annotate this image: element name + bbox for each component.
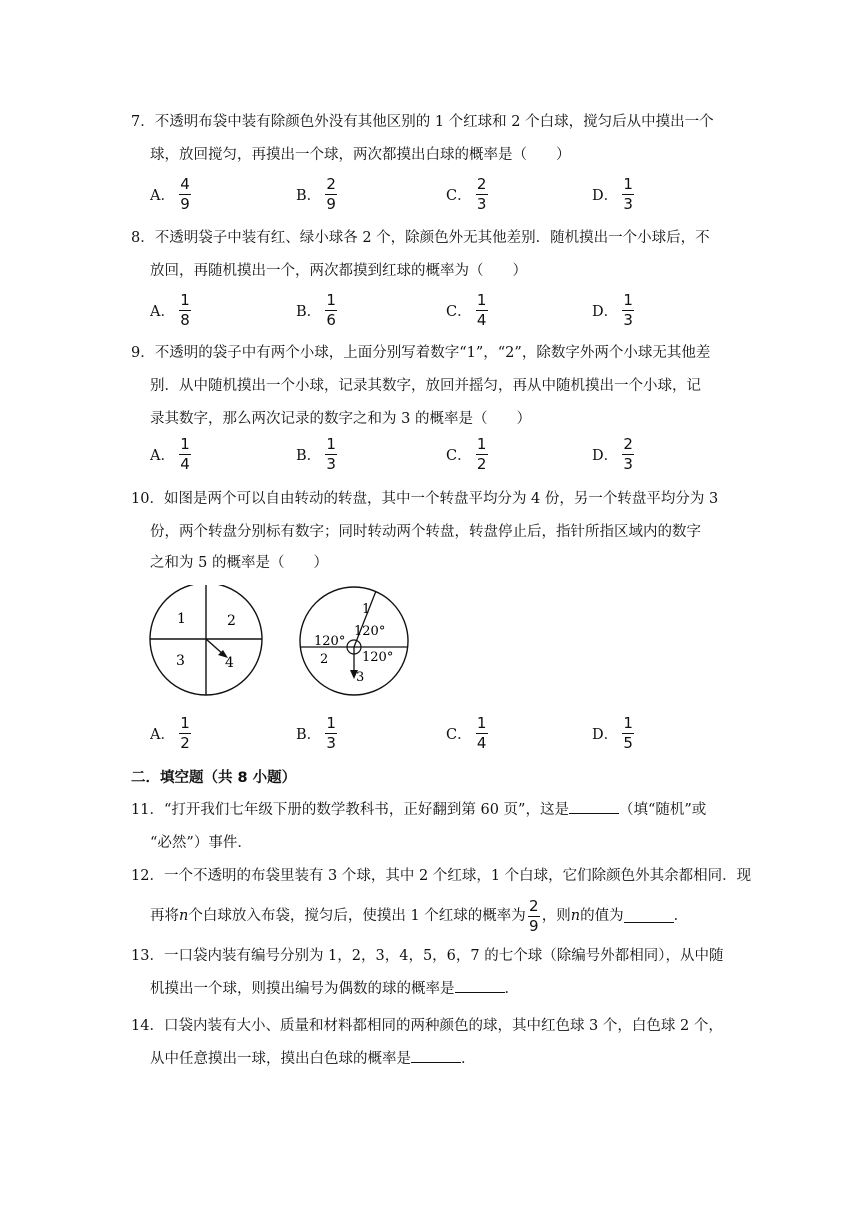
- spinner2-angle-1: 120°: [354, 624, 386, 639]
- q7-option-b[interactable]: B． $\frac{2}{9}$: [296, 175, 336, 213]
- q11-answer-blank[interactable]: [569, 801, 619, 814]
- q14-answer-blank[interactable]: [411, 1050, 461, 1063]
- fraction: $\frac{1}{4}$: [180, 435, 190, 473]
- q8-line1: 8．不透明袋子中装有红、绿小球各 2 个，除颜色外无其他差别．随机摸出一个小球后，不: [131, 230, 710, 246]
- fraction: $\frac{1}{5}$: [623, 714, 633, 752]
- q9-option-c[interactable]: C． $\frac{1}{2}$: [446, 435, 487, 473]
- spinner2-angle-3: 120°: [362, 650, 394, 665]
- fraction: $\frac{1}{3}$: [623, 175, 633, 213]
- q9-line1: 9．不透明的袋子中有两个小球，上面分别写着数字“1”，“2”，除数字外两个小球无其他差: [131, 345, 711, 361]
- fraction: $\frac{2}{9}$: [529, 896, 539, 935]
- spinner2-label-1: 1: [362, 602, 371, 617]
- spinner1-label-1: 1: [177, 611, 186, 627]
- q8-option-d[interactable]: D． $\frac{1}{3}$: [592, 291, 633, 329]
- q13-answer-blank[interactable]: [455, 980, 505, 993]
- q7-line1: 7．不透明布袋中装有除颜色外没有其他区别的 1 个红球和 2 个白球，搅匀后从中摸出一个: [131, 114, 714, 130]
- fraction: $\frac{1}{3}$: [623, 291, 633, 329]
- q12-line1: 12．一个不透明的布袋里装有 3 个球，其中 2 个红球，1 个白球，它们除颜色外其余都相同．现: [131, 868, 752, 884]
- q9-line3: 录其数字，那么两次记录的数字之和为 3 的概率是（ ）: [150, 411, 531, 427]
- q8-option-a[interactable]: A． $\frac{1}{8}$: [150, 291, 190, 329]
- q10-line1: 10．如图是两个可以自由转动的转盘，其中一个转盘平均分为 4 份，另一个转盘平均分为 3: [131, 491, 719, 507]
- q10-option-b[interactable]: B． $\frac{1}{3}$: [296, 714, 336, 752]
- q14-line1: 14．口袋内装有大小、质量和材料都相同的两种颜色的球，其中红色球 3 个，白色球 2 个，: [131, 1018, 723, 1034]
- q10-option-a[interactable]: A． $\frac{1}{2}$: [150, 714, 190, 752]
- q9-options: [0, 436, 860, 480]
- fraction: $\frac{2}{3}$: [623, 435, 633, 473]
- q8-option-c[interactable]: C． $\frac{1}{4}$: [446, 291, 487, 329]
- fraction: $\frac{2}{9}$: [326, 175, 336, 213]
- section-heading-fill-in: 二．填空题（共 8 小题）: [131, 770, 297, 786]
- q13-line1: 13．一口袋内装有编号分别为 1，2，3，4，5，6，7 的七个球（除编号外都相同），从中随: [131, 948, 724, 964]
- spinner1-label-3: 3: [176, 653, 185, 669]
- spinner1-label-4: 4: [225, 655, 234, 671]
- spinner2-label-2: 2: [320, 652, 329, 667]
- spinner1-label-2: 2: [227, 613, 236, 629]
- fraction: $\frac{1}{2}$: [180, 714, 190, 752]
- q11-line2: “必然”）事件．: [150, 835, 252, 851]
- spinner2-angle-2: 120°: [314, 634, 346, 649]
- q10-line2: 份，两个转盘分别标有数字；同时转动两个转盘，转盘停止后，指针所指区域内的数字: [150, 524, 701, 540]
- fraction: $\frac{1}{2}$: [476, 435, 487, 473]
- q9-line2: 别．从中随机摸出一个小球，记录其数字，放回并摇匀，再从中随机摸出一个小球，记: [150, 378, 701, 394]
- q9-option-d[interactable]: D． $\frac{2}{3}$: [592, 435, 633, 473]
- q7-option-d[interactable]: D． $\frac{1}{3}$: [592, 175, 633, 213]
- q9-option-a[interactable]: A． $\frac{1}{4}$: [150, 435, 190, 473]
- fraction: $\frac{1}{4}$: [476, 714, 487, 752]
- spinner-three-sections: [296, 585, 412, 697]
- q7-option-a[interactable]: A． $\frac{4}{9}$: [150, 175, 190, 213]
- q7-options: [0, 172, 860, 216]
- fraction: $\frac{1}{3}$: [326, 435, 336, 473]
- q10-option-d[interactable]: D． $\frac{1}{5}$: [592, 714, 633, 752]
- q10-line3: 之和为 5 的概率是（ ）: [150, 555, 328, 571]
- q7-line2: 球，放回搅匀，再摸出一个球，两次都摸出白球的概率是（ ）: [150, 147, 571, 163]
- q13-line2: 机摸出一个球，则摸出编号为偶数的球的概率是 ．: [150, 981, 519, 997]
- fraction: $\frac{1}{6}$: [326, 291, 336, 329]
- q7-option-c[interactable]: C． $\frac{2}{3}$: [446, 175, 487, 213]
- q12-answer-blank[interactable]: [624, 910, 674, 923]
- q8-options: [0, 288, 860, 332]
- q8-line2: 放回，再随机摸出一个，两次都摸到红球的概率为（ ）: [150, 263, 527, 279]
- fraction: $\frac{1}{4}$: [476, 291, 487, 329]
- q9-option-b[interactable]: B． $\frac{1}{3}$: [296, 435, 336, 473]
- q10-options: [0, 715, 860, 759]
- q8-option-b[interactable]: B． $\frac{1}{6}$: [296, 291, 336, 329]
- q11-line1: 11．“打开我们七年级下册的数学教科书，正好翻到第 60 页”，这是 （填“随机”或: [131, 802, 707, 818]
- fraction: $\frac{4}{9}$: [180, 175, 190, 213]
- spinner2-label-3: 3: [356, 670, 365, 685]
- fraction: $\frac{1}{3}$: [326, 714, 336, 752]
- q12-line2: 再将 n 个白球放入布袋，搅匀后，使摸出 1 个红球的概率为 $\frac{2}{9}$ ，则 n 的值为 ．: [150, 896, 689, 935]
- spinner-four-sections: [146, 585, 266, 697]
- fraction: $\frac{2}{3}$: [476, 175, 487, 213]
- q10-option-c[interactable]: C． $\frac{1}{4}$: [446, 714, 487, 752]
- fraction: $\frac{1}{8}$: [180, 291, 190, 329]
- q14-line2: 从中任意摸出一球，摸出白色球的概率是 ．: [150, 1051, 476, 1067]
